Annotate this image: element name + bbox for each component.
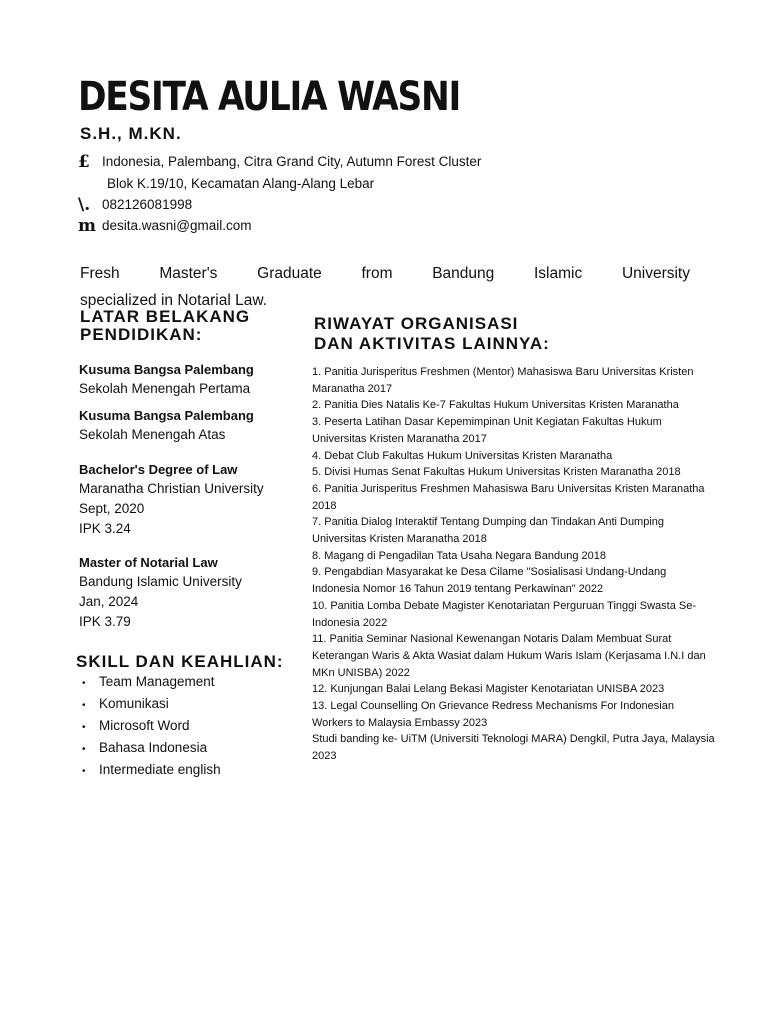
- skill-label: Bahasa Indonesia: [99, 740, 208, 755]
- list-item: Studi banding ke- UiTM (Universiti Teknologi MARA) Dengkil, Putra Jaya, Malaysia 2023: [312, 733, 715, 763]
- skill-label: Team Management: [99, 674, 215, 689]
- list-item: 9. Pengabdian Masyarakat ke Desa Cilame "Sosialisasi Undang-Undang Indonesia Nomor 16 Tahun 2019 tentang Perkawinan" 2022: [312, 566, 667, 596]
- education-entry: [79, 461, 309, 539]
- list-item: 13. Legal Counselling On Grievance Redress Mechanisms For Indonesian Workers to Malaysia Embassy 2023: [312, 700, 674, 729]
- education-detail: Jan, 2024: [79, 594, 139, 609]
- list-item: 10. Panitia Lomba Debate Magister Kenotariatan Perguruan Tinggi Swasta Se-Indonesia 2022: [312, 599, 697, 629]
- organizations-heading-line-2: DAN AKTIVITAS LAINNYA:: [314, 334, 550, 353]
- candidate-name: DESITA AULIA WASNI: [78, 74, 461, 120]
- education-detail: IPK 3.24: [79, 521, 131, 536]
- skills-list: [78, 672, 221, 782]
- skill-label: Microsoft Word: [99, 718, 190, 733]
- contact-address: [78, 152, 481, 172]
- bullet-icon: •: [82, 700, 86, 711]
- education-entry: [79, 407, 309, 445]
- education-detail: Sekolah Menengah Atas: [79, 427, 226, 442]
- bullet-icon: •: [82, 722, 86, 733]
- education-detail: Sekolah Menengah Pertama: [79, 381, 251, 396]
- list-item: 7. Panitia Dialog Interaktif Tentang Dumping dan Tindakan Anti Dumping Universitas Kristen Maranatha 2018: [312, 516, 665, 546]
- education-entry: [79, 554, 309, 632]
- list-item: [78, 694, 221, 716]
- list-item: 5. Divisi Humas Senat Fakultas Hukum Universitas Kristen Maranatha 2018: [312, 466, 681, 479]
- summary-line-1: Fresh Master's Graduate from Bandung Islamic University: [80, 265, 690, 282]
- organizations-list: [312, 364, 716, 765]
- education-title: Kusuma Bangsa Palembang: [79, 362, 254, 377]
- education-title: Bachelor's Degree of Law: [79, 462, 238, 477]
- contact-phone: [78, 195, 192, 215]
- list-item: [78, 716, 221, 738]
- list-item: 2. Panitia Dies Natalis Ke-7 Fakultas Hukum Universitas Kristen Maranatha: [312, 399, 679, 412]
- organizations-heading-line-1: RIWAYAT ORGANISASI: [314, 314, 519, 333]
- address-line-1: Indonesia, Palembang, Citra Grand City, Autumn Forest Cluster: [102, 154, 482, 169]
- profile-summary: [80, 260, 690, 314]
- address-line-2: Blok K.19/10, Kecamatan Alang-Alang Lebar: [107, 176, 375, 191]
- pound-sign-icon: £: [78, 152, 90, 172]
- phone-icon: \.: [78, 195, 91, 215]
- list-item: [78, 738, 221, 760]
- bullet-icon: •: [82, 678, 86, 689]
- skill-label: Komunikasi: [99, 696, 169, 711]
- list-item: [78, 672, 221, 694]
- skill-label: Intermediate english: [99, 762, 221, 777]
- education-heading: LATAR BELAKANG PENDIDIKAN:: [80, 307, 251, 344]
- bullet-icon: •: [82, 744, 86, 755]
- contact-email: [78, 216, 252, 236]
- email-icon: m: [78, 216, 96, 236]
- education-detail: Sept, 2020: [79, 501, 145, 516]
- list-item: 12. Kunjungan Balai Lelang Bekasi Magister Kenotariatan UNISBA 2023: [312, 683, 665, 696]
- education-detail: IPK 3.79: [79, 614, 131, 629]
- education-entry: [79, 361, 309, 399]
- list-item: 1. Panitia Jurisperitus Freshmen (Mentor) Mahasiswa Baru Universitas Kristen Maranatha 2017: [312, 366, 694, 395]
- list-item: [78, 760, 221, 782]
- list-item: 8. Magang di Pengadilan Tata Usaha Negara Bandung 2018: [312, 549, 606, 562]
- summary-line-2: specialized in Notarial Law.: [80, 292, 267, 309]
- education-detail: Bandung Islamic University: [79, 574, 242, 589]
- email-address: desita.wasni@gmail.com: [102, 218, 252, 233]
- skills-heading: SKILL DAN KEAHLIAN:: [76, 652, 284, 671]
- bullet-icon: •: [82, 766, 86, 777]
- phone-number: 082126081998: [102, 197, 193, 212]
- academic-degree: S.H., M.KN.: [80, 124, 182, 143]
- education-title: Kusuma Bangsa Palembang: [79, 408, 254, 423]
- list-item: 4. Debat Club Fakultas Hukum Universitas Kristen Maranatha: [312, 449, 613, 462]
- education-detail: Maranatha Christian University: [79, 481, 264, 496]
- organizations-heading: [314, 314, 614, 354]
- list-item: 11. Panitia Seminar Nasional Kewenangan Notaris Dalam Membuat Surat Keterangan Waris & Akta Wasiat dalam Hukum Waris Islam (Kerjasama I.N.I dan MKn UNISBA) 2022: [312, 633, 706, 679]
- list-item: 3. Peserta Latihan Dasar Kepemimpinan Unit Kegiatan Fakultas Hukum Universitas Kristen Maranatha 2017: [312, 416, 662, 445]
- education-title: Master of Notarial Law: [79, 555, 218, 570]
- list-item: 6. Panitia Jurisperitus Freshmen Mahasiswa Baru Universitas Kristen Maranatha 2018: [312, 482, 705, 512]
